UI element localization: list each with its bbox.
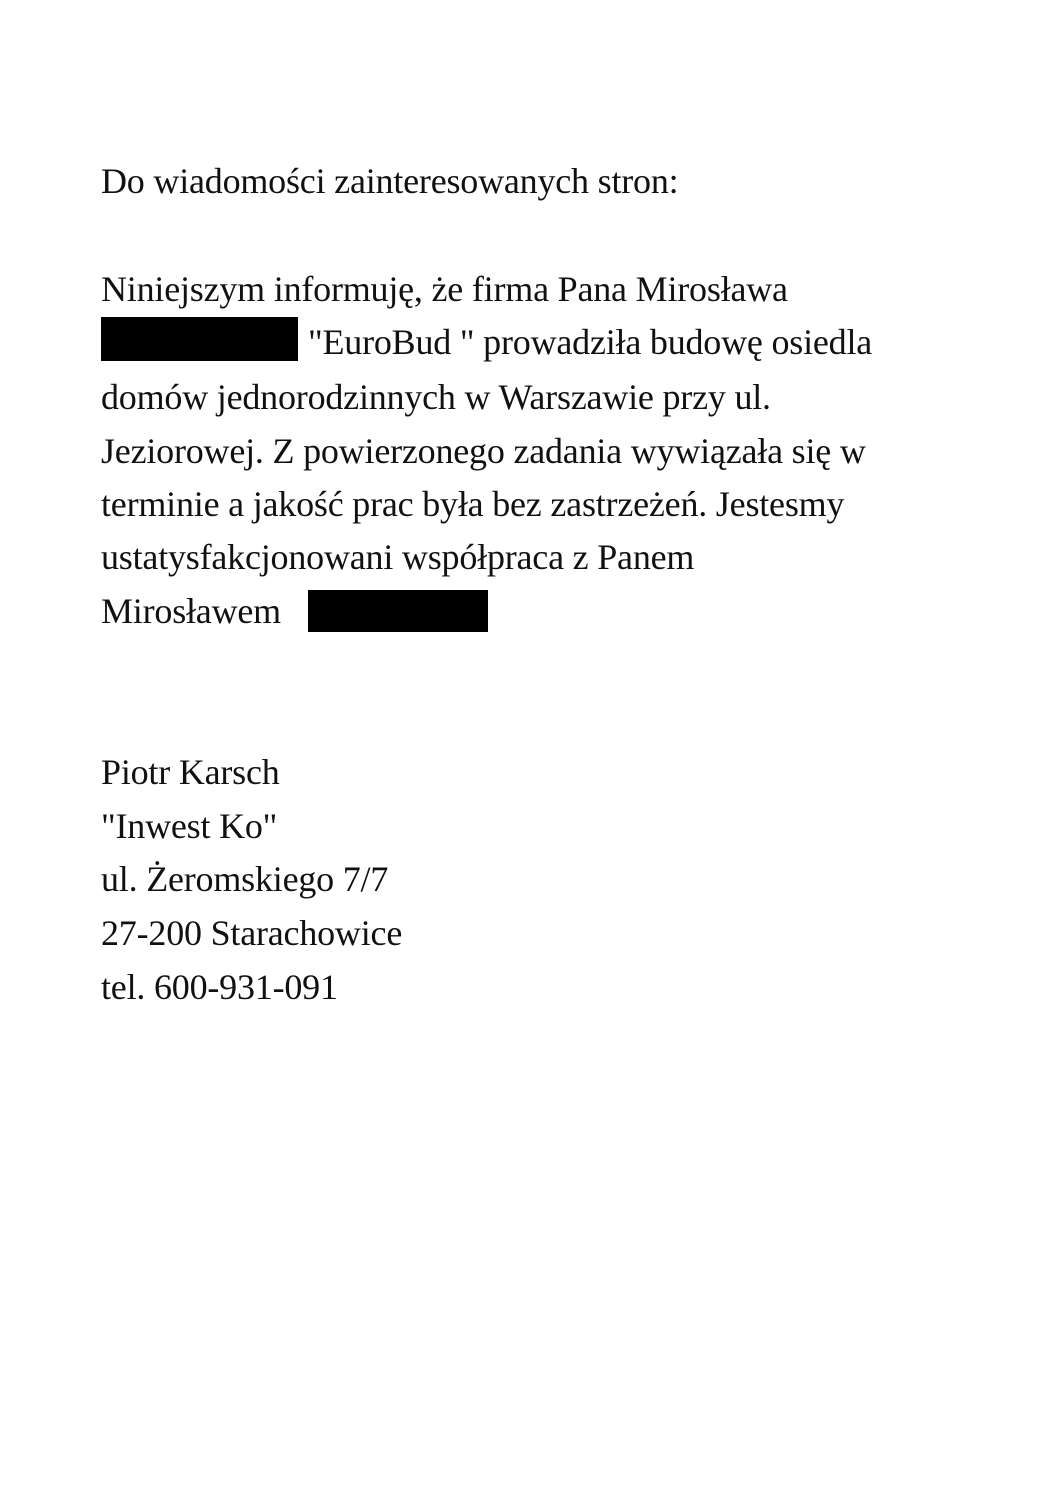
signer-name: Piotr Karsch — [101, 752, 280, 792]
signer-city: 27-200 Starachowice — [101, 913, 403, 953]
body-line: ustatysfakcjonowani współpraca z Panem — [101, 537, 695, 577]
greeting: Do wiadomości zainteresowanych stron: — [101, 161, 679, 201]
body-line: Niniejszym informuję, że firma Pana Mirosława — [101, 269, 788, 309]
body-line: Mirosławem — [101, 591, 281, 631]
body-line: domów jednorodzinnych w Warszawie przy ul. — [101, 377, 771, 417]
body-line: "EuroBud " prowadziła budowę osiedla — [308, 322, 873, 362]
signer-phone: tel. 600-931-091 — [101, 967, 338, 1007]
body-line: Jeziorowej. Z powierzonego zadania wywiązała się w — [101, 431, 866, 471]
redacted-surname-box — [101, 317, 298, 361]
body-line: terminie a jakość prac była bez zastrzeżeń. Jestesmy — [101, 484, 845, 524]
redacted-surname-box — [308, 590, 488, 632]
signer-street: ul. Żeromskiego 7/7 — [101, 859, 389, 899]
signer-company: "Inwest Ko" — [101, 806, 278, 846]
